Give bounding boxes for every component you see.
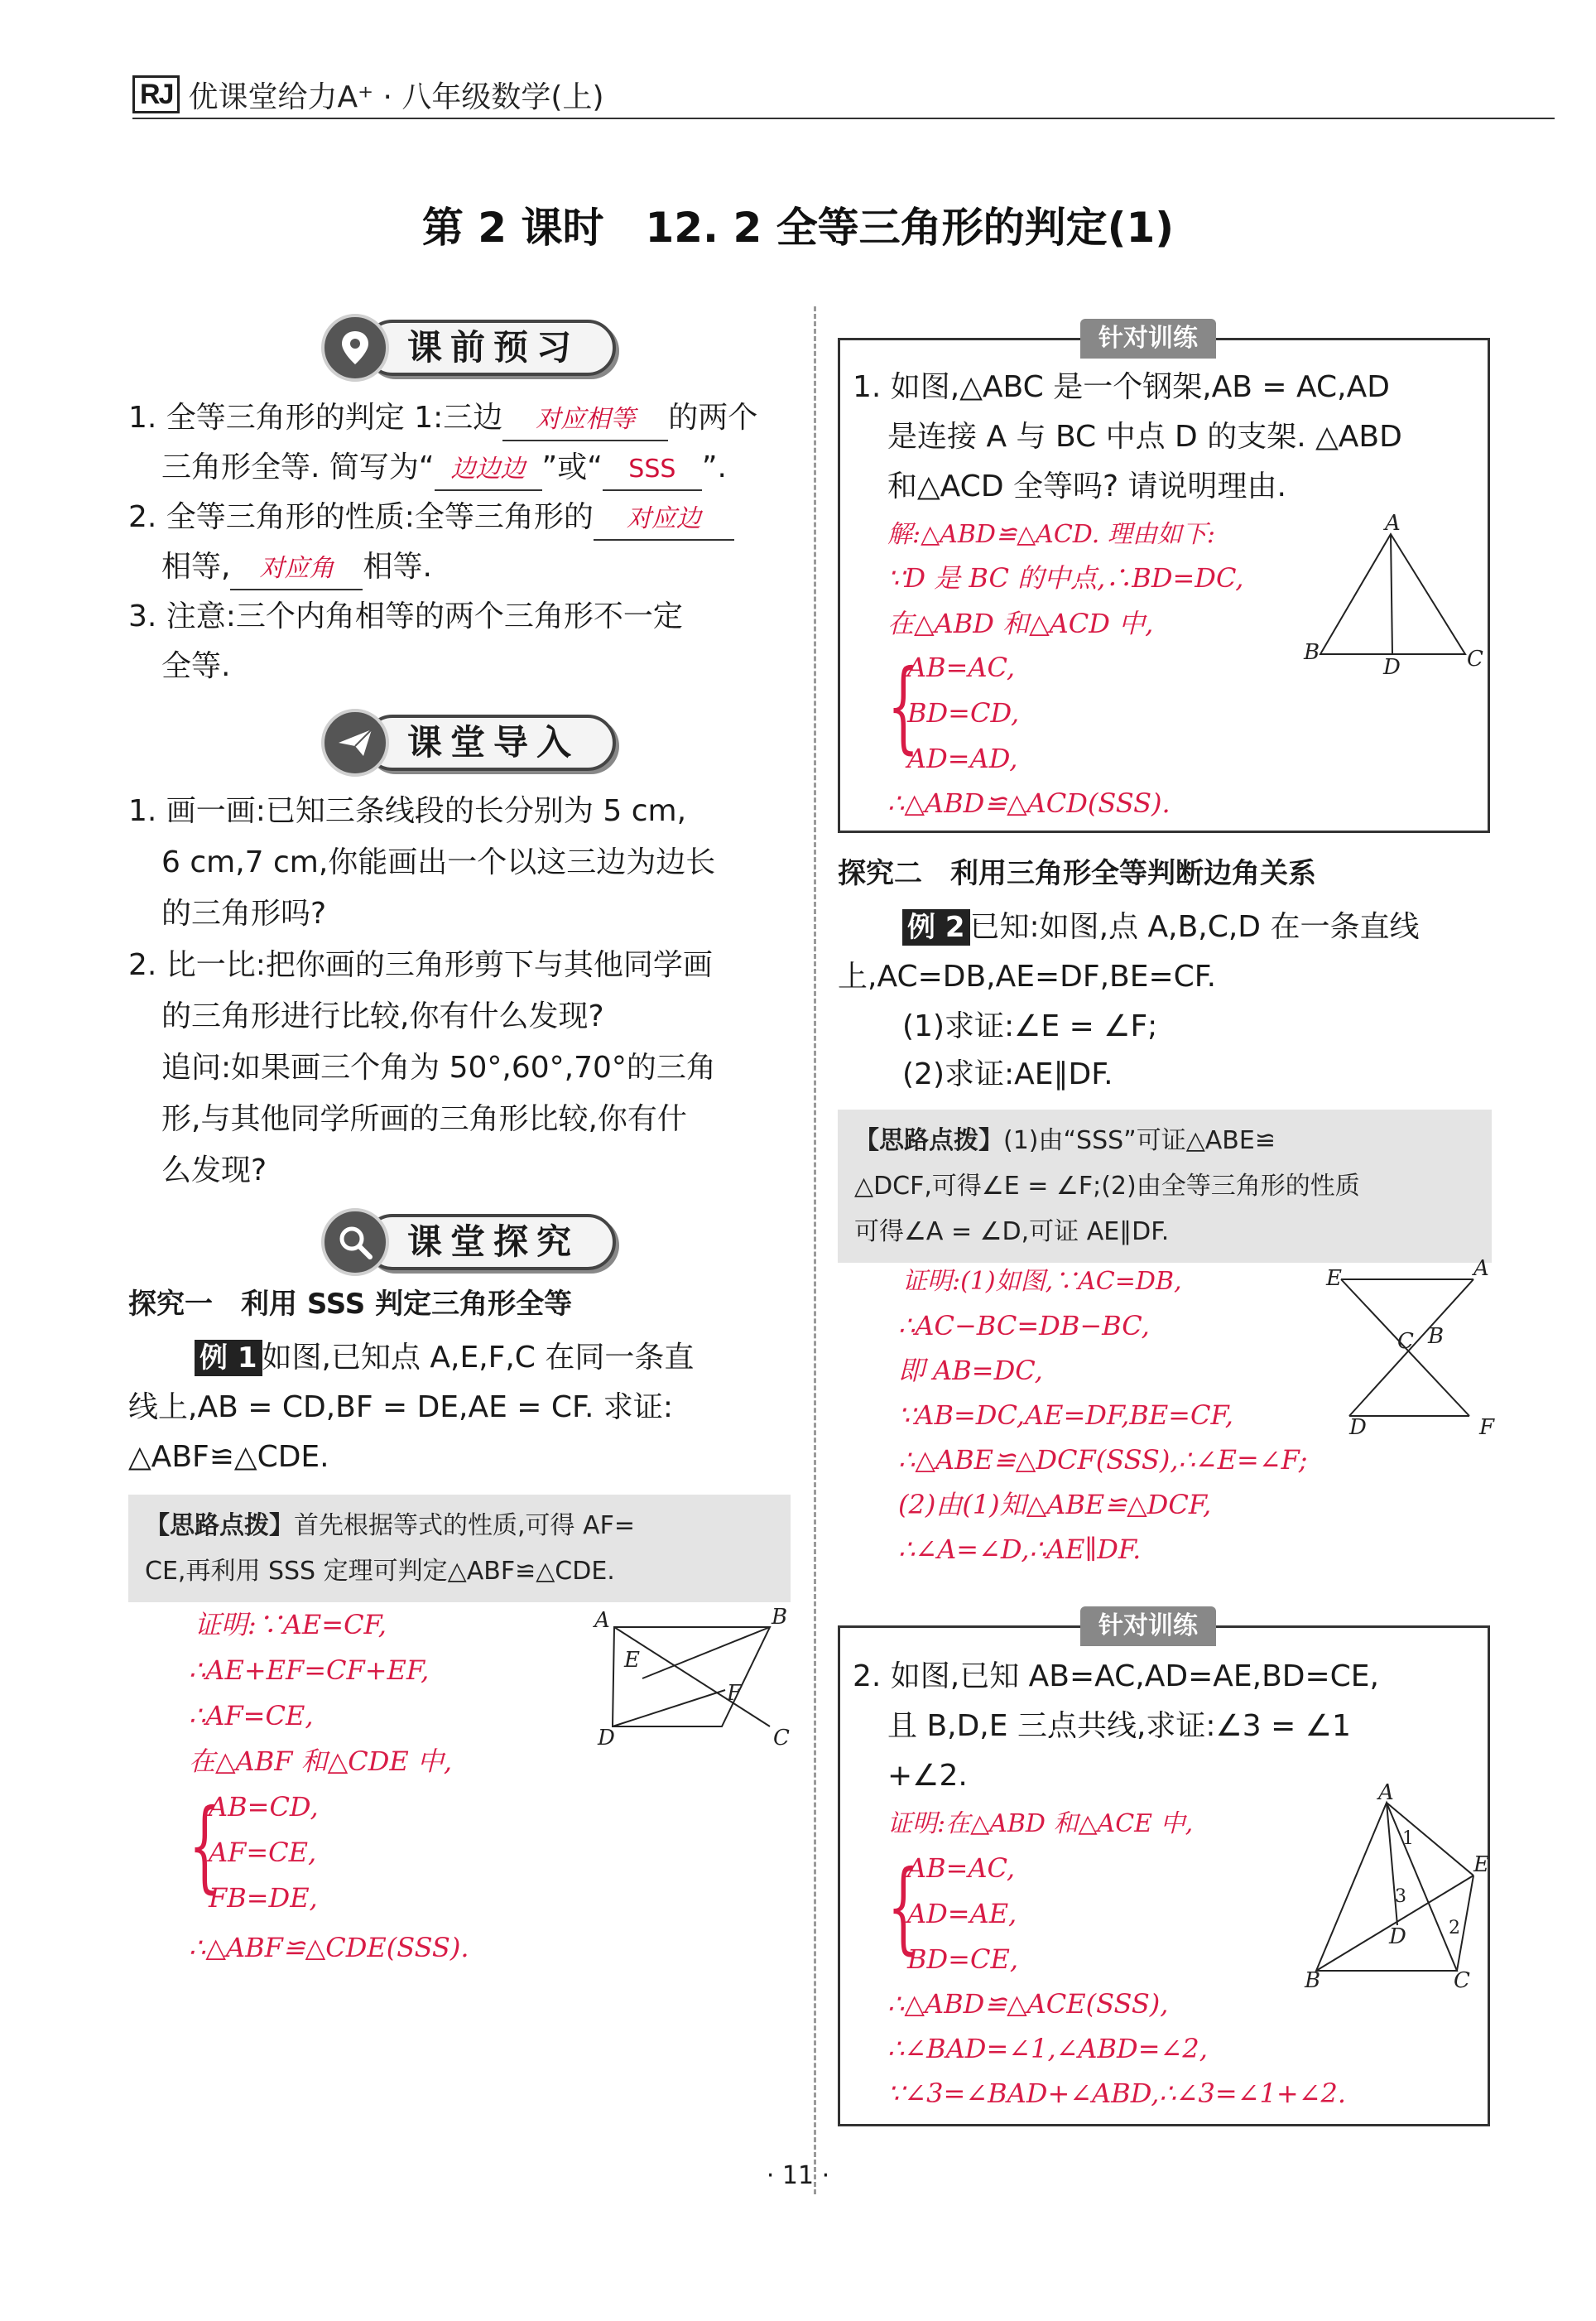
intro-line-5: 的三角形进行比较,你有什么发现? — [161, 999, 604, 1033]
training-2-line-2: 且 B,D,E 三点共线,求证:∠3 = ∠1 — [887, 1709, 1351, 1743]
example-2-line-2: 上,AC=DB,AE=DF,BE=CF. — [838, 960, 1217, 994]
example-1-figure — [579, 1602, 803, 1751]
example-1-tag: 例 1 — [195, 1340, 262, 1376]
label-B: B — [1428, 1324, 1445, 1349]
label-D: D — [1349, 1415, 1367, 1440]
label-C: C — [1467, 647, 1483, 672]
answer-blank: 对应相等 — [502, 400, 668, 441]
label-D: D — [1389, 1924, 1406, 1949]
lesson-title: 第 2 课时 12. 2 全等三角形的判定(1) — [421, 204, 1175, 252]
example-1-proof-system: { AB=CD, AF=CE, FB=DE, — [189, 1789, 319, 1914]
header-rule — [132, 118, 1555, 119]
example-2-proof-1: 证明:(1)如图,∵AC=DB, — [902, 1267, 1182, 1296]
intro-line-4: 2. 比一比:把你画的三角形剪下与其他同学画 — [128, 948, 713, 982]
label-B: B — [1304, 640, 1320, 665]
training-2-line-1: 2. 如图,已知 AB=AC,AD=AE,BD=CE, — [853, 1659, 1379, 1693]
label-D: D — [598, 1726, 615, 1750]
training-2-figure — [1300, 1780, 1489, 1993]
label-B: B — [1305, 1968, 1321, 1993]
training-1-sol-conclusion: ∴△ABD≌△ACD(SSS). — [887, 787, 1171, 819]
explore-1-heading: 探究一 利用 SSS 判定三角形全等 — [128, 1288, 573, 1321]
label-A: A — [594, 1608, 610, 1633]
preview-badge — [321, 313, 616, 383]
example-2-proof-4: ∵AB=DC,AE=DF,BE=CF, — [898, 1399, 1233, 1431]
label-F: F — [1479, 1415, 1495, 1440]
example-2-line-3: (1)求证:∠E = ∠F; — [902, 1009, 1158, 1043]
magnifier-icon — [321, 1208, 389, 1276]
intro-line-6: 追问:如果画三个角为 50°,60°,70°的三角 — [161, 1051, 716, 1085]
training-2-proof-7: ∵∠3=∠BAD+∠ABD,∴∠3=∠1+∠2. — [887, 2078, 1347, 2109]
preview-badge-label: 课前预习 — [364, 320, 616, 376]
preview-item-1-line-2: 三角形全等. 简写为“ 边边边 ”或“ SSS ”. — [161, 443, 727, 493]
angle-3-label: 3 — [1395, 1886, 1406, 1907]
intro-line-8: 么发现? — [161, 1153, 267, 1187]
label-E: E — [624, 1648, 640, 1673]
location-pin-icon — [321, 314, 389, 382]
label-B: B — [772, 1605, 788, 1630]
example-2-proof-6: (2)由(1)知△ABE≌△DCF, — [898, 1489, 1212, 1520]
label-A: A — [1385, 511, 1401, 536]
example-2-proof-2: ∴AC−BC=DB−BC, — [898, 1310, 1150, 1341]
answer-blank: SSS — [603, 450, 702, 491]
label-C: C — [1454, 1968, 1470, 1993]
training-2-tab: 针对训练 — [1080, 1606, 1216, 1646]
page-number: · 11 · — [766, 2161, 830, 2190]
explore-badge-label: 课堂探究 — [364, 1214, 616, 1270]
label-C: C — [1397, 1329, 1414, 1354]
training-1-sol-2: ∵D 是 BC 的中点,∴BD=DC, — [887, 562, 1244, 594]
angle-2-label: 2 — [1449, 1918, 1460, 1938]
training-1-line-1: 1. 如图,△ABC 是一个钢架,AB = AC,AD — [853, 370, 1390, 404]
label-F: F — [727, 1681, 743, 1706]
label-E: E — [1473, 1852, 1489, 1877]
example-1-proof-2: ∴AE+EF=CF+EF, — [189, 1654, 430, 1686]
preview-item-1-line-1: 1. 全等三角形的判定 1:三边 对应相等 的两个 — [128, 393, 757, 443]
example-2-proof-5: ∴△ABE≌△DCF(SSS),∴∠E=∠F; — [898, 1444, 1308, 1476]
label-A: A — [1378, 1780, 1394, 1805]
book-title: 优课堂给力A⁺ · 八年级数学(上) — [188, 79, 604, 114]
column-divider — [814, 306, 816, 2194]
training-1-sol-system: { AB=AC, BD=CD, AD=AD, — [887, 649, 1020, 774]
intro-line-7: 形,与其他同学所画的三角形比较,你有什 — [161, 1102, 687, 1136]
example-1-proof-1: 证明:∵AE=CF, — [195, 1609, 387, 1640]
example-2-line-4: (2)求证:AE∥DF. — [902, 1057, 1113, 1091]
book-header — [132, 73, 604, 116]
example-2-tag: 例 2 — [902, 909, 970, 946]
label-C: C — [773, 1726, 790, 1750]
intro-line-3: 的三角形吗? — [161, 897, 327, 931]
training-1-line-2: 是连接 A 与 BC 中点 D 的支架. △ABD — [887, 420, 1402, 454]
training-1-figure — [1296, 513, 1486, 679]
example-1-proof-conclusion: ∴△ABF≌△CDE(SSS). — [189, 1932, 469, 1963]
training-2-proof-system: { AB=AC, AD=AE, BD=CE, — [887, 1850, 1018, 1975]
example-2-proof-7: ∴∠A=∠D,∴AE∥DF. — [898, 1534, 1142, 1565]
example-1-proof-4: 在△ABF 和△CDE 中, — [189, 1746, 453, 1777]
answer-blank: 对应边 — [594, 499, 734, 541]
example-1-hint: 【思路点拨】首先根据等式的性质,可得 AF= CE,再利用 SSS 定理可判定△ABF≌△CDE. — [128, 1495, 791, 1602]
preview-item-3-line-1: 3. 注意:三个内角相等的两个三角形不一定 — [128, 600, 683, 633]
publisher-logo: RJ — [132, 75, 180, 113]
preview-item-2-line-2: 相等, 对应角 相等. — [161, 542, 432, 592]
intro-badge-label: 课堂导入 — [364, 715, 616, 771]
preview-item-2-line-1: 2. 全等三角形的性质:全等三角形的 对应边 — [128, 493, 734, 542]
training-2-proof-5: ∴△ABD≌△ACE(SSS), — [887, 1988, 1169, 2020]
explore-badge — [321, 1207, 616, 1277]
training-1-line-3: 和△ACD 全等吗? 请说明理由. — [887, 469, 1286, 503]
intro-line-2: 6 cm,7 cm,你能画出一个以这三边为边长 — [161, 845, 716, 879]
training-2-line-3: +∠2. — [887, 1759, 968, 1793]
label-A: A — [1473, 1256, 1489, 1281]
angle-1-label: 1 — [1402, 1828, 1414, 1849]
paper-plane-icon — [321, 709, 389, 777]
example-2-line-1: 例 2 已知:如图,点 A,B,C,D 在一条直线 — [902, 903, 1419, 952]
training-1-sol-3: 在△ABD 和△ACD 中, — [887, 608, 1154, 639]
training-1-sol-1: 解:△ABD≌△ACD. 理由如下: — [887, 520, 1215, 549]
example-2-hint: 【思路点拨】(1)由“SSS”可证△ABE≌ △DCF,可得∠E = ∠F;(2)由全等三角形的性质 可得∠A = ∠D,可证 AE∥DF. — [838, 1110, 1492, 1263]
answer-blank: 边边边 — [435, 450, 542, 491]
label-D: D — [1383, 655, 1401, 680]
preview-item-3-line-2: 全等. — [161, 649, 231, 683]
example-2-proof-3: 即 AB=DC, — [898, 1355, 1043, 1386]
explore-2-heading: 探究二 利用三角形全等判断边角关系 — [838, 857, 1316, 890]
example-1-line-2: 线上,AB = CD,BF = DE,AE = CF. 求证: — [128, 1390, 673, 1424]
example-1-line-1: 例 1 如图,已知点 A,E,F,C 在同一条直 — [195, 1333, 694, 1383]
example-2-figure — [1316, 1250, 1502, 1441]
intro-line-1: 1. 画一画:已知三条线段的长分别为 5 cm, — [128, 794, 687, 828]
answer-blank: 对应角 — [230, 549, 363, 590]
label-E: E — [1326, 1266, 1342, 1291]
training-1-tab: 针对训练 — [1080, 319, 1216, 359]
example-1-proof-3: ∴AF=CE, — [189, 1700, 314, 1731]
example-1-line-3: △ABF≌△CDE. — [128, 1440, 329, 1474]
training-2-proof-6: ∴∠BAD=∠1,∠ABD=∠2, — [887, 2033, 1208, 2064]
training-2-proof-1: 证明:在△ABD 和△ACE 中, — [887, 1809, 1194, 1838]
intro-badge — [321, 708, 616, 778]
